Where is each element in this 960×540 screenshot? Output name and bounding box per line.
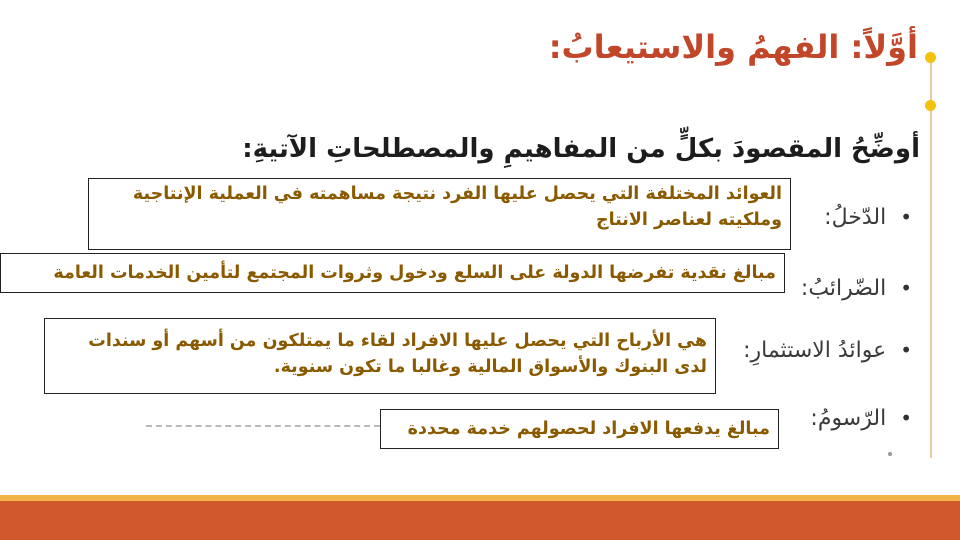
answer-box-fees <box>380 409 779 449</box>
term-label: الضّرائبُ: <box>800 276 887 301</box>
answer-box-investment-returns <box>44 318 716 394</box>
answer-line: مبالغ يدفعها الافراد لحصولهم خدمة محددة <box>407 419 770 439</box>
answer-box-income <box>88 178 791 250</box>
answer-line: وملكيته لعناصر الانتاج <box>595 210 782 230</box>
bullet: • <box>900 406 912 430</box>
answer-line: لدى البنوك والأسواق المالية وغالبا ما تكون سنوية. <box>273 357 707 377</box>
timeline-dot <box>925 52 936 63</box>
answer-box-taxes <box>0 253 785 293</box>
bullet-dot <box>888 452 892 456</box>
bullet: • <box>900 205 912 229</box>
bullet: • <box>900 338 912 362</box>
bullet: • <box>900 276 912 300</box>
answer-line: هي الأرباح التي يحصل عليها الافراد لقاء ما يمتلكون من أسهم أو سندات <box>88 331 707 351</box>
term-income <box>824 205 912 230</box>
term-label: الرّسومُ: <box>810 406 887 431</box>
answer-line: العوائد المختلفة التي يحصل عليها الفرد نتيجة مساهمته في العملية الإنتاجية <box>132 184 782 204</box>
answer-line: مبالغ نقدية تفرضها الدولة على السلع ودخول وثروات المجتمع لتأمين الخدمات العامة <box>53 263 776 283</box>
footer-bar <box>0 501 960 540</box>
term-fees <box>810 406 912 431</box>
section-title: أوَّلاً: الفهمُ والاستيعابُ: <box>548 28 918 66</box>
term-investment-returns <box>743 338 912 363</box>
answer-dashed-line <box>146 425 380 427</box>
instruction-heading: أوضِّحُ المقصودَ بكلٍّ من المفاهيمِ والمصطلحاتِ الآتيةِ: <box>242 134 920 164</box>
term-label: عوائدُ الاستثمارِ: <box>743 338 887 363</box>
term-taxes <box>801 276 912 301</box>
timeline-dot <box>925 100 936 111</box>
timeline-line <box>930 58 932 458</box>
term-label: الدّخلُ: <box>824 205 887 230</box>
